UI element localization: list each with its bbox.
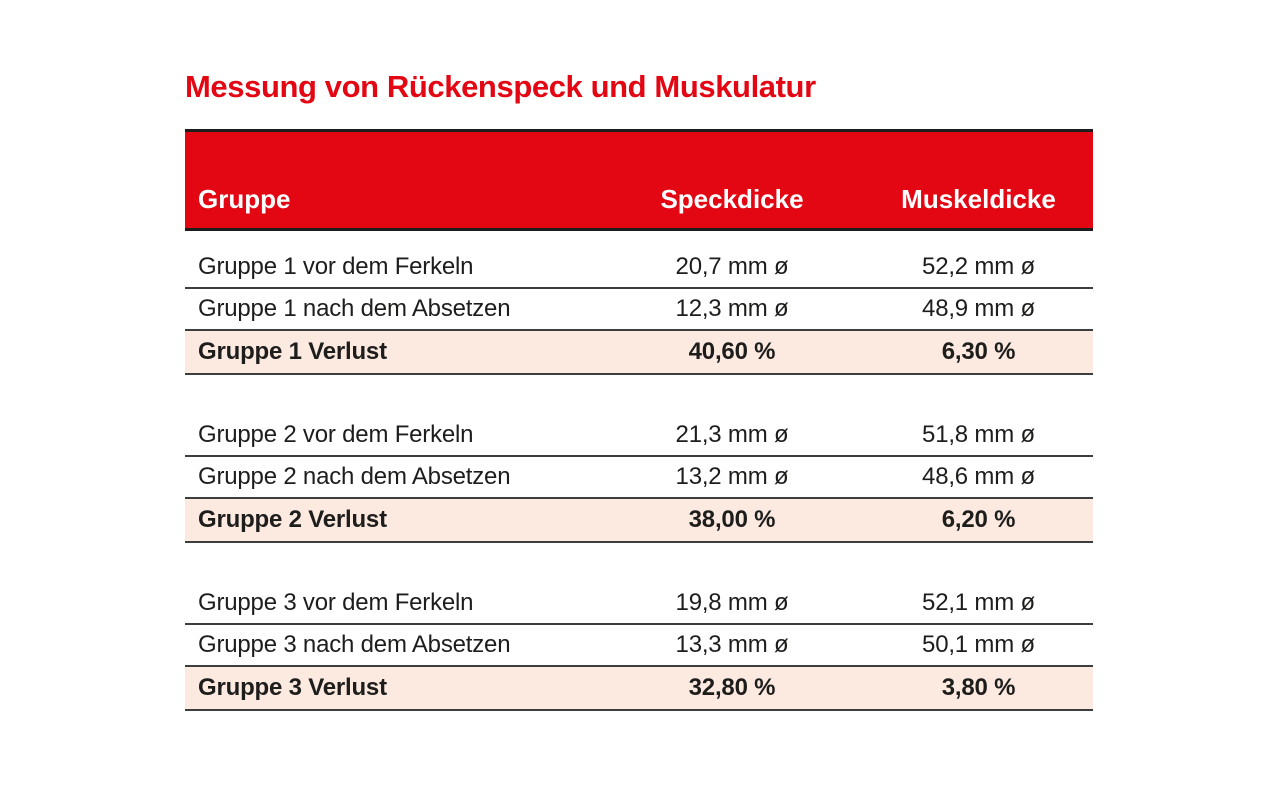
row-label: Gruppe 1 vor dem Ferkeln: [198, 253, 474, 280]
speckdicke-value: 19,8 mm ø: [675, 589, 789, 616]
table-row: [185, 625, 1093, 667]
row-label: Gruppe 2 vor dem Ferkeln: [198, 421, 474, 448]
table-row-verlust: [185, 667, 1093, 711]
table-figure: [185, 68, 1093, 711]
row-label: Gruppe 1 nach dem Absetzen: [198, 295, 511, 322]
table-row: [185, 583, 1093, 625]
row-label: Gruppe 2 Verlust: [198, 506, 387, 533]
table-row-verlust: [185, 499, 1093, 543]
muskeldicke-value: 6,30 %: [941, 338, 1016, 365]
speckdicke-value: 21,3 mm ø: [675, 421, 789, 448]
muskeldicke-value: 3,80 %: [941, 674, 1016, 701]
group-block-2: [185, 415, 1093, 543]
muskeldicke-value: 48,9 mm ø: [922, 295, 1035, 322]
table-row: [185, 247, 1093, 289]
muskeldicke-value: 51,8 mm ø: [922, 421, 1035, 448]
table-row: [185, 289, 1093, 331]
column-header-muskeldicke: Muskeldicke: [901, 184, 1056, 214]
speckdicke-value: 13,3 mm ø: [675, 631, 789, 658]
muskeldicke-value: 48,6 mm ø: [922, 463, 1035, 490]
row-label: Gruppe 2 nach dem Absetzen: [198, 463, 511, 490]
speckdicke-value: 13,2 mm ø: [675, 463, 789, 490]
column-header-speckdicke: Speckdicke: [660, 184, 804, 214]
page-title: Messung von Rückenspeck und Muskulatur: [185, 69, 816, 104]
row-label: Gruppe 1 Verlust: [198, 338, 387, 365]
row-label: Gruppe 3 nach dem Absetzen: [198, 631, 511, 658]
muskeldicke-value: 52,2 mm ø: [922, 253, 1035, 280]
speckdicke-value: 32,80 %: [688, 674, 776, 701]
speckdicke-value: 38,00 %: [688, 506, 776, 533]
speckdicke-value: 20,7 mm ø: [675, 253, 789, 280]
row-label: Gruppe 3 Verlust: [198, 674, 387, 701]
muskeldicke-value: 52,1 mm ø: [922, 589, 1035, 616]
speckdicke-value: 40,60 %: [688, 338, 776, 365]
group-block-3: [185, 583, 1093, 711]
row-label: Gruppe 3 vor dem Ferkeln: [198, 589, 474, 616]
table-row: [185, 457, 1093, 499]
table-row: [185, 415, 1093, 457]
table-header-row: [185, 129, 1093, 231]
muskeldicke-value: 6,20 %: [941, 506, 1016, 533]
table-row-verlust: [185, 331, 1093, 375]
muskeldicke-value: 50,1 mm ø: [922, 631, 1035, 658]
column-header-gruppe: Gruppe: [198, 184, 291, 214]
speckdicke-value: 12,3 mm ø: [675, 295, 789, 322]
group-block-1: [185, 247, 1093, 375]
